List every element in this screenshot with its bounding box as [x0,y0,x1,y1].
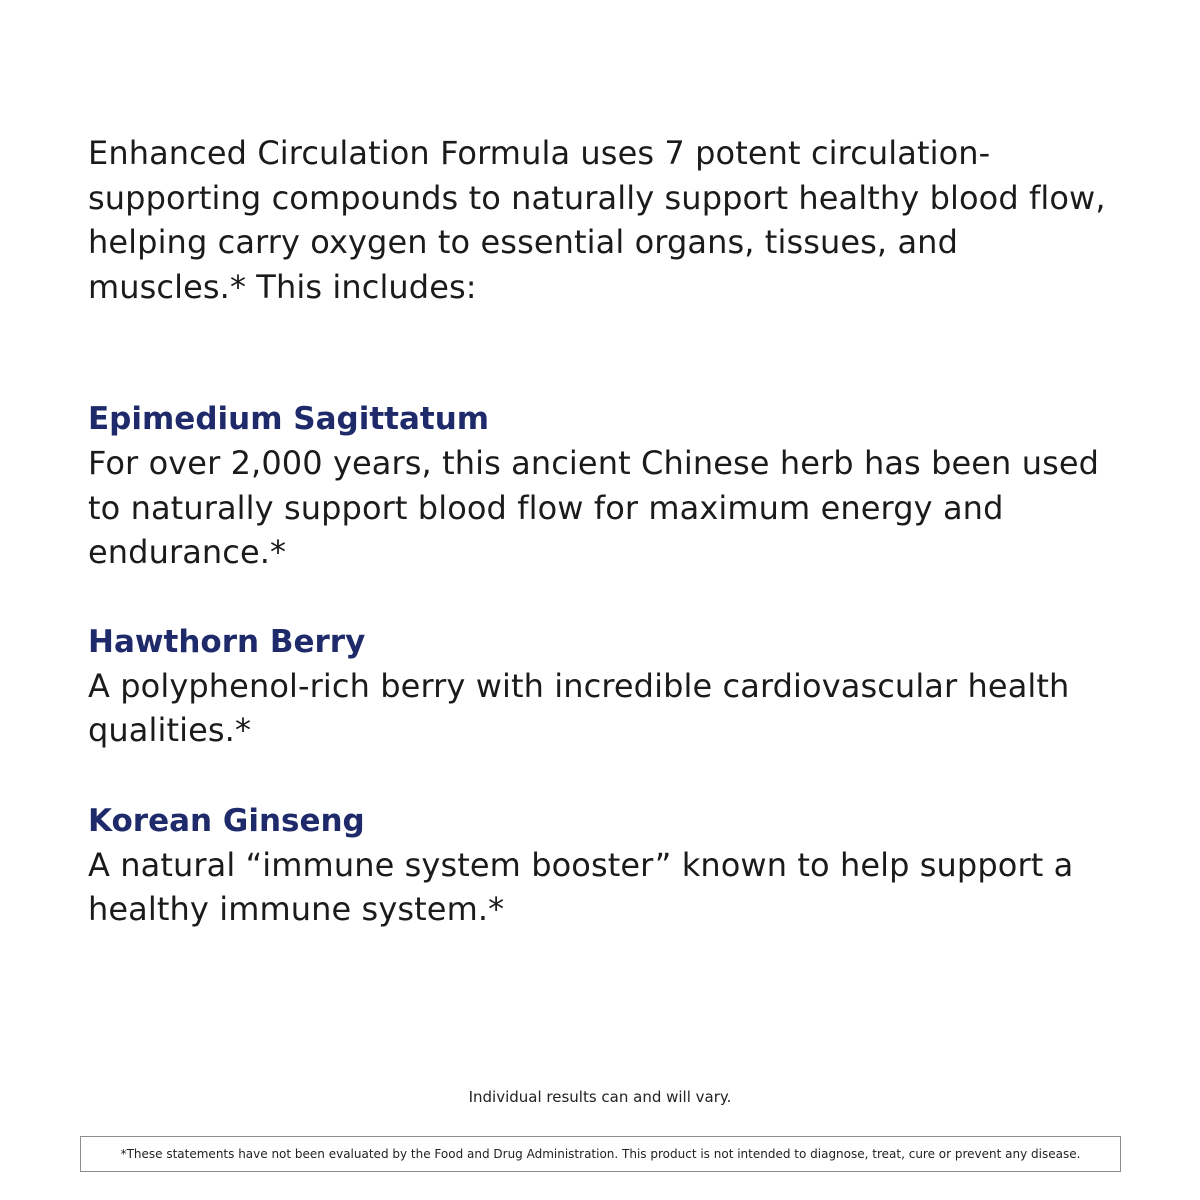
ingredient-title: Epimedium Sagittatum [88,401,490,437]
ingredient-description: A polyphenol-rich berry with incredible cardiovascular health qualities.* [88,666,1070,749]
ingredient-description: For over 2,000 years, this ancient Chinese herb has been used to naturally support blood flow for maximum energy and endurance.* [88,444,1100,571]
main-content [88,131,1118,932]
ingredient-description: A natural “immune system booster” known to help support a healthy immune system.* [88,845,1074,928]
ingredient-section-ginseng [88,799,1118,932]
ingredient-section-epimedium [88,397,1118,575]
ingredient-section-hawthorn [88,620,1118,753]
intro-paragraph: Enhanced Circulation Formula uses 7 potent circulation-supporting compounds to naturally support healthy blood flow, helping carry oxygen to essential organs, tissues, and muscles.* This includes: [88,134,1106,306]
results-note: Individual results can and will vary. [468,1088,732,1106]
fda-disclaimer-box [80,1136,1121,1172]
fda-disclaimer-text: *These statements have not been evaluated by the Food and Drug Administration. This product is not intended to diagnose, treat, cure or prevent any disease. [120,1147,1081,1161]
ingredient-title: Hawthorn Berry [88,623,366,660]
ingredient-title: Korean Ginseng [88,802,365,839]
